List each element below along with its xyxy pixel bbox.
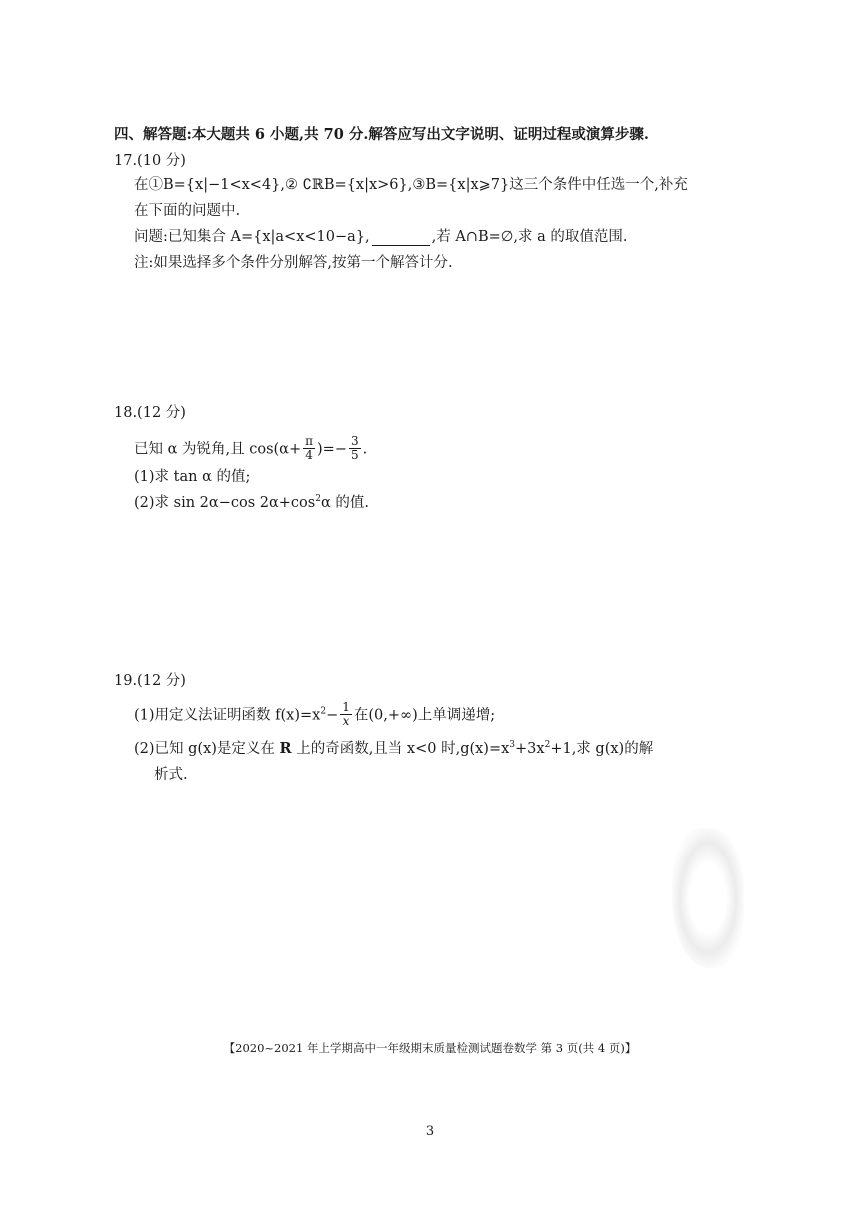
q18-part1: (1)求 tan α 的值; <box>134 469 251 485</box>
q19-part1-minus: − <box>326 707 339 724</box>
q17-number: 17.(10 分) <box>114 153 186 169</box>
q19-part1-start: (1)用定义法证明函数 f(x)=x <box>134 707 321 724</box>
q17-answer-blank <box>372 231 430 246</box>
q18-line1-start: 已知 α 为锐角,且 cos(α+ <box>134 441 302 458</box>
q19-part2-start: (2)已知 g(x)是定义在 <box>134 741 280 757</box>
q18-part2-end: α 的值. <box>320 495 369 511</box>
q18-part2-start: (2)求 sin 2α−cos 2α+cos <box>134 495 316 511</box>
q17-note: 注:如果选择多个条件分别解答,按第一个解答计分. <box>134 255 453 271</box>
q19-number: 19.(12 分) <box>114 673 186 689</box>
q19-square-exponent: 2 <box>544 740 551 751</box>
q18-line1-end: . <box>362 441 368 458</box>
real-numbers-symbol: R <box>279 740 292 757</box>
faint-stamp <box>672 828 744 968</box>
q19-part2-line2: 析式. <box>154 767 188 783</box>
q18-line1-mid: )=− <box>317 441 347 458</box>
q17-line3-start: 问题:已知集合 A={x|a<x<10−a}, <box>134 229 370 245</box>
q17-line2: 在下面的问题中. <box>134 203 241 219</box>
q19-part2-end: +1,求 g(x)的解 <box>550 741 654 757</box>
q19-part2-mid2: +3x <box>515 741 545 757</box>
q19-part2 <box>134 740 653 758</box>
fraction-denominator: 5 <box>350 448 359 462</box>
q17-line3 <box>134 228 627 246</box>
q17-line3-end: ,若 A∩B=∅,求 a 的取值范围. <box>431 229 628 245</box>
page-number: 3 <box>425 1124 435 1139</box>
section-heading: 四、解答题:本大题共 6 小题,共 70 分.解答应写出文字说明、证明过程或演算步骤. <box>114 126 649 143</box>
pi-numerator: π <box>305 434 314 448</box>
q18-line1 <box>134 436 367 463</box>
q19-part1-exponent: 2 <box>320 706 327 717</box>
q19-part1-end: 在(0,+∞)上单调递增; <box>353 707 496 724</box>
page-footer: 【2020~2021 年上学期高中一年级期末质量检测试题卷数学 第 3 页(共 4 页)】 <box>223 1041 637 1055</box>
one-over-x-fraction <box>340 701 352 728</box>
pi-denominator: 4 <box>305 448 313 462</box>
q19-cube-exponent: 3 <box>509 740 516 751</box>
q19-part2-mid: 上的奇函数,且当 x<0 时,g(x)=x <box>291 741 510 757</box>
q19-part1 <box>134 702 495 729</box>
q18-number: 18.(12 分) <box>114 405 186 421</box>
fraction-numerator: 3 <box>350 434 359 448</box>
q19-fraction-denominator: x <box>342 714 350 728</box>
three-fifths-fraction <box>349 435 361 462</box>
q17-line1: 在①B={x|−1<x<4},② ∁ℝB={x|x>6},③B={x|x⩾7}这三个条件中任选一个,补充 <box>134 177 688 193</box>
q18-exponent: 2 <box>315 494 321 505</box>
q19-fraction-numerator: 1 <box>342 700 350 714</box>
q18-part2 <box>134 494 369 512</box>
pi-over-4-fraction <box>303 435 315 462</box>
